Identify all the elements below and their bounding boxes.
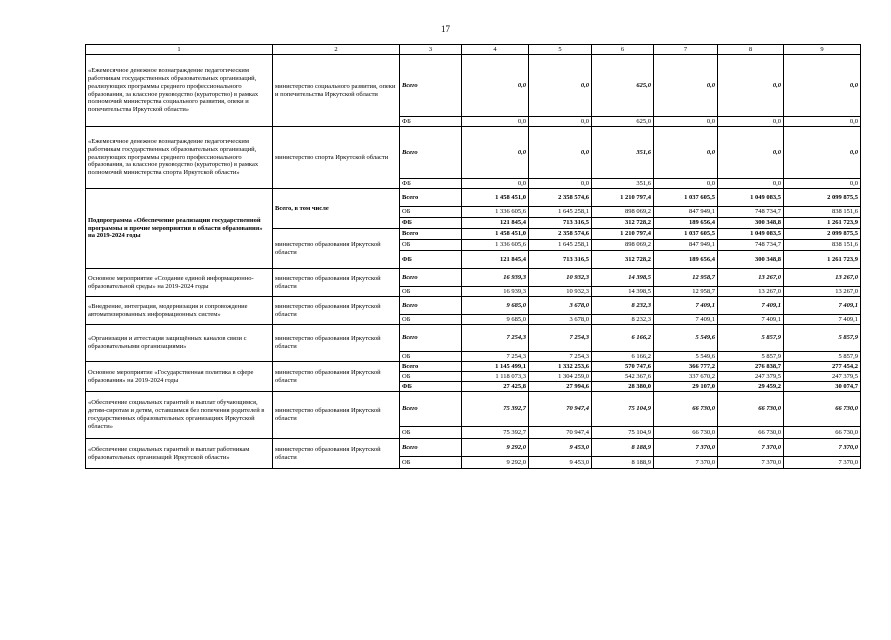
- amount-cell: 0,0: [462, 179, 529, 189]
- amount-cell: 247 379,5: [784, 372, 861, 382]
- amount-cell: 8 232,3: [592, 315, 654, 325]
- amount-cell: 7 370,0: [654, 439, 718, 457]
- col-header: 8: [718, 45, 784, 55]
- amount-cell: 1 332 253,6: [529, 362, 592, 372]
- table-row: [86, 189, 861, 207]
- program-name-cell: Основное мероприятие «Создание единой информационно-образовательной среды» на 2019-2024 годы: [86, 269, 273, 297]
- table-row: [86, 297, 861, 315]
- amount-cell: 300 348,8: [718, 251, 784, 269]
- amount-cell: 70 947,4: [529, 392, 592, 427]
- funding-source-cell: ОБ: [400, 287, 462, 297]
- amount-cell: 13 267,0: [718, 287, 784, 297]
- executor-cell: министерство спорта Иркутской области: [273, 127, 400, 189]
- amount-cell: 5 857,9: [784, 352, 861, 362]
- amount-cell: 70 947,4: [529, 427, 592, 439]
- program-name-cell: «Внедрение, интеграция, модернизация и сопровождение автоматизированных информационных систем»: [86, 297, 273, 325]
- funding-source-cell: Всего: [400, 362, 462, 372]
- amount-cell: 0,0: [654, 179, 718, 189]
- amount-cell: 0,0: [529, 55, 592, 117]
- amount-cell: 5 549,6: [654, 325, 718, 352]
- amount-cell: 748 734,7: [718, 207, 784, 218]
- amount-cell: 66 730,0: [784, 427, 861, 439]
- amount-cell: 0,0: [718, 117, 784, 127]
- table-row: [86, 392, 861, 427]
- program-name-cell: Основное мероприятие «Государственная политика в сфере образования» на 2019-2024 годы: [86, 362, 273, 392]
- funding-source-cell: Всего: [400, 297, 462, 315]
- amount-cell: 0,0: [462, 127, 529, 179]
- amount-cell: 1 458 451,0: [462, 189, 529, 207]
- amount-cell: 75 104,9: [592, 427, 654, 439]
- amount-cell: 0,0: [784, 179, 861, 189]
- amount-cell: 0,0: [529, 127, 592, 179]
- amount-cell: 3 678,0: [529, 297, 592, 315]
- amount-cell: 276 838,7: [718, 362, 784, 372]
- amount-cell: 1 336 605,6: [462, 207, 529, 218]
- amount-cell: 8 188,9: [592, 439, 654, 457]
- funding-source-cell: Всего: [400, 439, 462, 457]
- amount-cell: 1 037 605,5: [654, 229, 718, 240]
- amount-cell: 7 370,0: [718, 457, 784, 469]
- table-row: [86, 127, 861, 179]
- amount-cell: 66 730,0: [654, 427, 718, 439]
- amount-cell: 7 370,0: [784, 439, 861, 457]
- amount-cell: 8 232,3: [592, 297, 654, 315]
- amount-cell: 625,0: [592, 55, 654, 117]
- amount-cell: 7 409,1: [718, 315, 784, 325]
- amount-cell: 838 151,6: [784, 240, 861, 251]
- col-header: 4: [462, 45, 529, 55]
- amount-cell: 2 099 875,5: [784, 229, 861, 240]
- amount-cell: 7 370,0: [718, 439, 784, 457]
- amount-cell: 351,6: [592, 179, 654, 189]
- program-name-cell: «Обеспечение социальных гарантий и выплат работникам образовательных организаций Иркутской области»: [86, 439, 273, 469]
- funding-source-cell: ФБ: [400, 179, 462, 189]
- amount-cell: 312 728,2: [592, 218, 654, 229]
- funding-source-cell: ОБ: [400, 372, 462, 382]
- amount-cell: 898 069,2: [592, 207, 654, 218]
- executor-cell: министерство образования Иркутской области: [273, 392, 400, 439]
- amount-cell: 0,0: [718, 55, 784, 117]
- amount-cell: 351,6: [592, 127, 654, 179]
- amount-cell: 300 348,8: [718, 218, 784, 229]
- amount-cell: 7 409,1: [784, 315, 861, 325]
- amount-cell: 9 685,0: [462, 297, 529, 315]
- amount-cell: 13 267,0: [718, 269, 784, 287]
- funding-source-cell: Всего: [400, 127, 462, 179]
- amount-cell: 0,0: [784, 55, 861, 117]
- amount-cell: 312 728,2: [592, 251, 654, 269]
- amount-cell: 847 949,1: [654, 207, 718, 218]
- funding-source-cell: Всего: [400, 229, 462, 240]
- amount-cell: 1 118 073,3: [462, 372, 529, 382]
- executor-cell: министерство образования Иркутской области: [273, 269, 400, 297]
- amount-cell: 2 358 574,6: [529, 229, 592, 240]
- executor-cell: министерство социального развития, опеки и попечительства Иркутской области: [273, 55, 400, 127]
- amount-cell: 0,0: [654, 55, 718, 117]
- amount-cell: 14 398,5: [592, 287, 654, 297]
- amount-cell: 7 409,1: [784, 297, 861, 315]
- amount-cell: 366 777,2: [654, 362, 718, 372]
- amount-cell: 9 685,0: [462, 315, 529, 325]
- amount-cell: 30 074,7: [784, 382, 861, 392]
- amount-cell: 7 409,1: [718, 297, 784, 315]
- amount-cell: 9 453,0: [529, 439, 592, 457]
- budget-table: [85, 44, 861, 469]
- amount-cell: 1 458 451,0: [462, 229, 529, 240]
- amount-cell: 0,0: [784, 117, 861, 127]
- amount-cell: 1 049 083,5: [718, 189, 784, 207]
- funding-source-cell: ОБ: [400, 207, 462, 218]
- funding-source-cell: ОБ: [400, 352, 462, 362]
- amount-cell: 748 734,7: [718, 240, 784, 251]
- amount-cell: 570 747,6: [592, 362, 654, 372]
- executor-cell: Всего, в том числе: [273, 189, 400, 229]
- amount-cell: 13 267,0: [784, 287, 861, 297]
- col-header: 2: [273, 45, 400, 55]
- funding-source-cell: ОБ: [400, 315, 462, 325]
- amount-cell: 2 358 574,6: [529, 189, 592, 207]
- col-header: 3: [400, 45, 462, 55]
- funding-source-cell: ФБ: [400, 382, 462, 392]
- amount-cell: 1 304 259,0: [529, 372, 592, 382]
- amount-cell: 16 939,3: [462, 269, 529, 287]
- table-row: [86, 269, 861, 287]
- amount-cell: 3 678,0: [529, 315, 592, 325]
- amount-cell: 1 145 499,1: [462, 362, 529, 372]
- funding-source-cell: Всего: [400, 189, 462, 207]
- amount-cell: 2 099 875,5: [784, 189, 861, 207]
- amount-cell: 10 932,3: [529, 269, 592, 287]
- amount-cell: 16 939,3: [462, 287, 529, 297]
- amount-cell: 1 261 723,9: [784, 251, 861, 269]
- program-name-cell: «Организация и аттестация защищённых каналов связи с образовательными организациями»: [86, 325, 273, 362]
- funding-source-cell: ОБ: [400, 427, 462, 439]
- amount-cell: 6 166,2: [592, 352, 654, 362]
- amount-cell: 7 370,0: [654, 457, 718, 469]
- amount-cell: 121 845,4: [462, 218, 529, 229]
- amount-cell: 1 049 083,5: [718, 229, 784, 240]
- amount-cell: 5 857,9: [718, 325, 784, 352]
- executor-cell: министерство образования Иркутской области: [273, 325, 400, 362]
- amount-cell: 847 949,1: [654, 240, 718, 251]
- amount-cell: 0,0: [462, 55, 529, 117]
- amount-cell: 28 380,0: [592, 382, 654, 392]
- amount-cell: 625,0: [592, 117, 654, 127]
- table-row: [86, 55, 861, 117]
- executor-cell: министерство образования Иркутской области: [273, 297, 400, 325]
- amount-cell: 7 254,3: [462, 325, 529, 352]
- amount-cell: 838 151,6: [784, 207, 861, 218]
- amount-cell: 75 104,9: [592, 392, 654, 427]
- amount-cell: 27 994,6: [529, 382, 592, 392]
- amount-cell: 1 037 605,5: [654, 189, 718, 207]
- amount-cell: 75 392,7: [462, 392, 529, 427]
- amount-cell: 5 549,6: [654, 352, 718, 362]
- executor-cell: министерство образования Иркутской области: [273, 229, 400, 269]
- amount-cell: 7 409,1: [654, 315, 718, 325]
- amount-cell: 66 730,0: [784, 392, 861, 427]
- amount-cell: 0,0: [718, 127, 784, 179]
- amount-cell: 5 857,9: [718, 352, 784, 362]
- program-name-cell: «Обеспечение социальных гарантий и выплат обучающимся, детям-сиротам и детям, оставшимся без попечения родителей в государственных образовательных организациях Иркутской области»: [86, 392, 273, 439]
- funding-source-cell: ФБ: [400, 251, 462, 269]
- amount-cell: 713 316,5: [529, 251, 592, 269]
- executor-cell: министерство образования Иркутской области: [273, 362, 400, 392]
- amount-cell: 713 316,5: [529, 218, 592, 229]
- amount-cell: 7 254,3: [529, 352, 592, 362]
- amount-cell: 9 292,0: [462, 439, 529, 457]
- amount-cell: 0,0: [654, 117, 718, 127]
- amount-cell: 1 645 258,1: [529, 207, 592, 218]
- funding-source-cell: ОБ: [400, 240, 462, 251]
- amount-cell: 27 425,8: [462, 382, 529, 392]
- funding-source-cell: Всего: [400, 392, 462, 427]
- funding-source-cell: ФБ: [400, 117, 462, 127]
- amount-cell: 7 409,1: [654, 297, 718, 315]
- col-header: 6: [592, 45, 654, 55]
- amount-cell: 0,0: [718, 179, 784, 189]
- program-name-cell: «Ежемесячное денежное вознаграждение педагогическим работникам государственных образовательных организаций, реализующих программы среднего профессионального образования, за классное руководство (кураторство) в рамках полномочий министерства спорта Иркутской области»: [86, 127, 273, 189]
- amount-cell: 189 656,4: [654, 251, 718, 269]
- funding-source-cell: ОБ: [400, 457, 462, 469]
- amount-cell: 29 459,2: [718, 382, 784, 392]
- page-number: 17: [441, 24, 450, 34]
- amount-cell: 5 857,9: [784, 325, 861, 352]
- amount-cell: 1 261 723,9: [784, 218, 861, 229]
- program-name-cell: Подпрограмма «Обеспечение реализации государственной программы и прочие мероприятия в области образования» на 2019-2024 годы: [86, 189, 273, 269]
- table-row: [86, 439, 861, 457]
- executor-cell: министерство образования Иркутской области: [273, 439, 400, 469]
- amount-cell: 29 107,0: [654, 382, 718, 392]
- amount-cell: 9 453,0: [529, 457, 592, 469]
- amount-cell: 75 392,7: [462, 427, 529, 439]
- amount-cell: 1 210 797,4: [592, 189, 654, 207]
- amount-cell: 7 370,0: [784, 457, 861, 469]
- column-number-row: [86, 45, 861, 55]
- amount-cell: 66 730,0: [718, 392, 784, 427]
- amount-cell: 121 845,4: [462, 251, 529, 269]
- amount-cell: 189 656,4: [654, 218, 718, 229]
- col-header: 5: [529, 45, 592, 55]
- amount-cell: 1 336 605,6: [462, 240, 529, 251]
- col-header: 9: [784, 45, 861, 55]
- amount-cell: 8 188,9: [592, 457, 654, 469]
- table-row: [86, 325, 861, 352]
- amount-cell: 9 292,0: [462, 457, 529, 469]
- amount-cell: 12 958,7: [654, 287, 718, 297]
- amount-cell: 277 454,2: [784, 362, 861, 372]
- amount-cell: 0,0: [529, 179, 592, 189]
- program-name-cell: «Ежемесячное денежное вознаграждение педагогическим работникам государственных образовательных организаций, реализующих программы среднего профессионального образования, за классное руководство (кураторство) в рамках полномочий министерства социального развития, опеки и попечительства Иркутской области»: [86, 55, 273, 127]
- amount-cell: 13 267,0: [784, 269, 861, 287]
- amount-cell: 66 730,0: [654, 392, 718, 427]
- amount-cell: 7 254,3: [529, 325, 592, 352]
- amount-cell: 0,0: [529, 117, 592, 127]
- amount-cell: 337 670,2: [654, 372, 718, 382]
- funding-source-cell: Всего: [400, 55, 462, 117]
- amount-cell: 1 645 258,1: [529, 240, 592, 251]
- amount-cell: 6 166,2: [592, 325, 654, 352]
- amount-cell: 0,0: [462, 117, 529, 127]
- funding-source-cell: ФБ: [400, 218, 462, 229]
- amount-cell: 10 932,3: [529, 287, 592, 297]
- amount-cell: 0,0: [784, 127, 861, 179]
- table-row: [86, 362, 861, 372]
- amount-cell: 14 398,5: [592, 269, 654, 287]
- amount-cell: 12 958,7: [654, 269, 718, 287]
- funding-source-cell: Всего: [400, 325, 462, 352]
- amount-cell: 247 379,5: [718, 372, 784, 382]
- amount-cell: 7 254,3: [462, 352, 529, 362]
- col-header: 7: [654, 45, 718, 55]
- amount-cell: 66 730,0: [718, 427, 784, 439]
- amount-cell: 542 367,6: [592, 372, 654, 382]
- amount-cell: 1 210 797,4: [592, 229, 654, 240]
- funding-source-cell: Всего: [400, 269, 462, 287]
- amount-cell: 0,0: [654, 127, 718, 179]
- col-header: 1: [86, 45, 273, 55]
- amount-cell: 898 069,2: [592, 240, 654, 251]
